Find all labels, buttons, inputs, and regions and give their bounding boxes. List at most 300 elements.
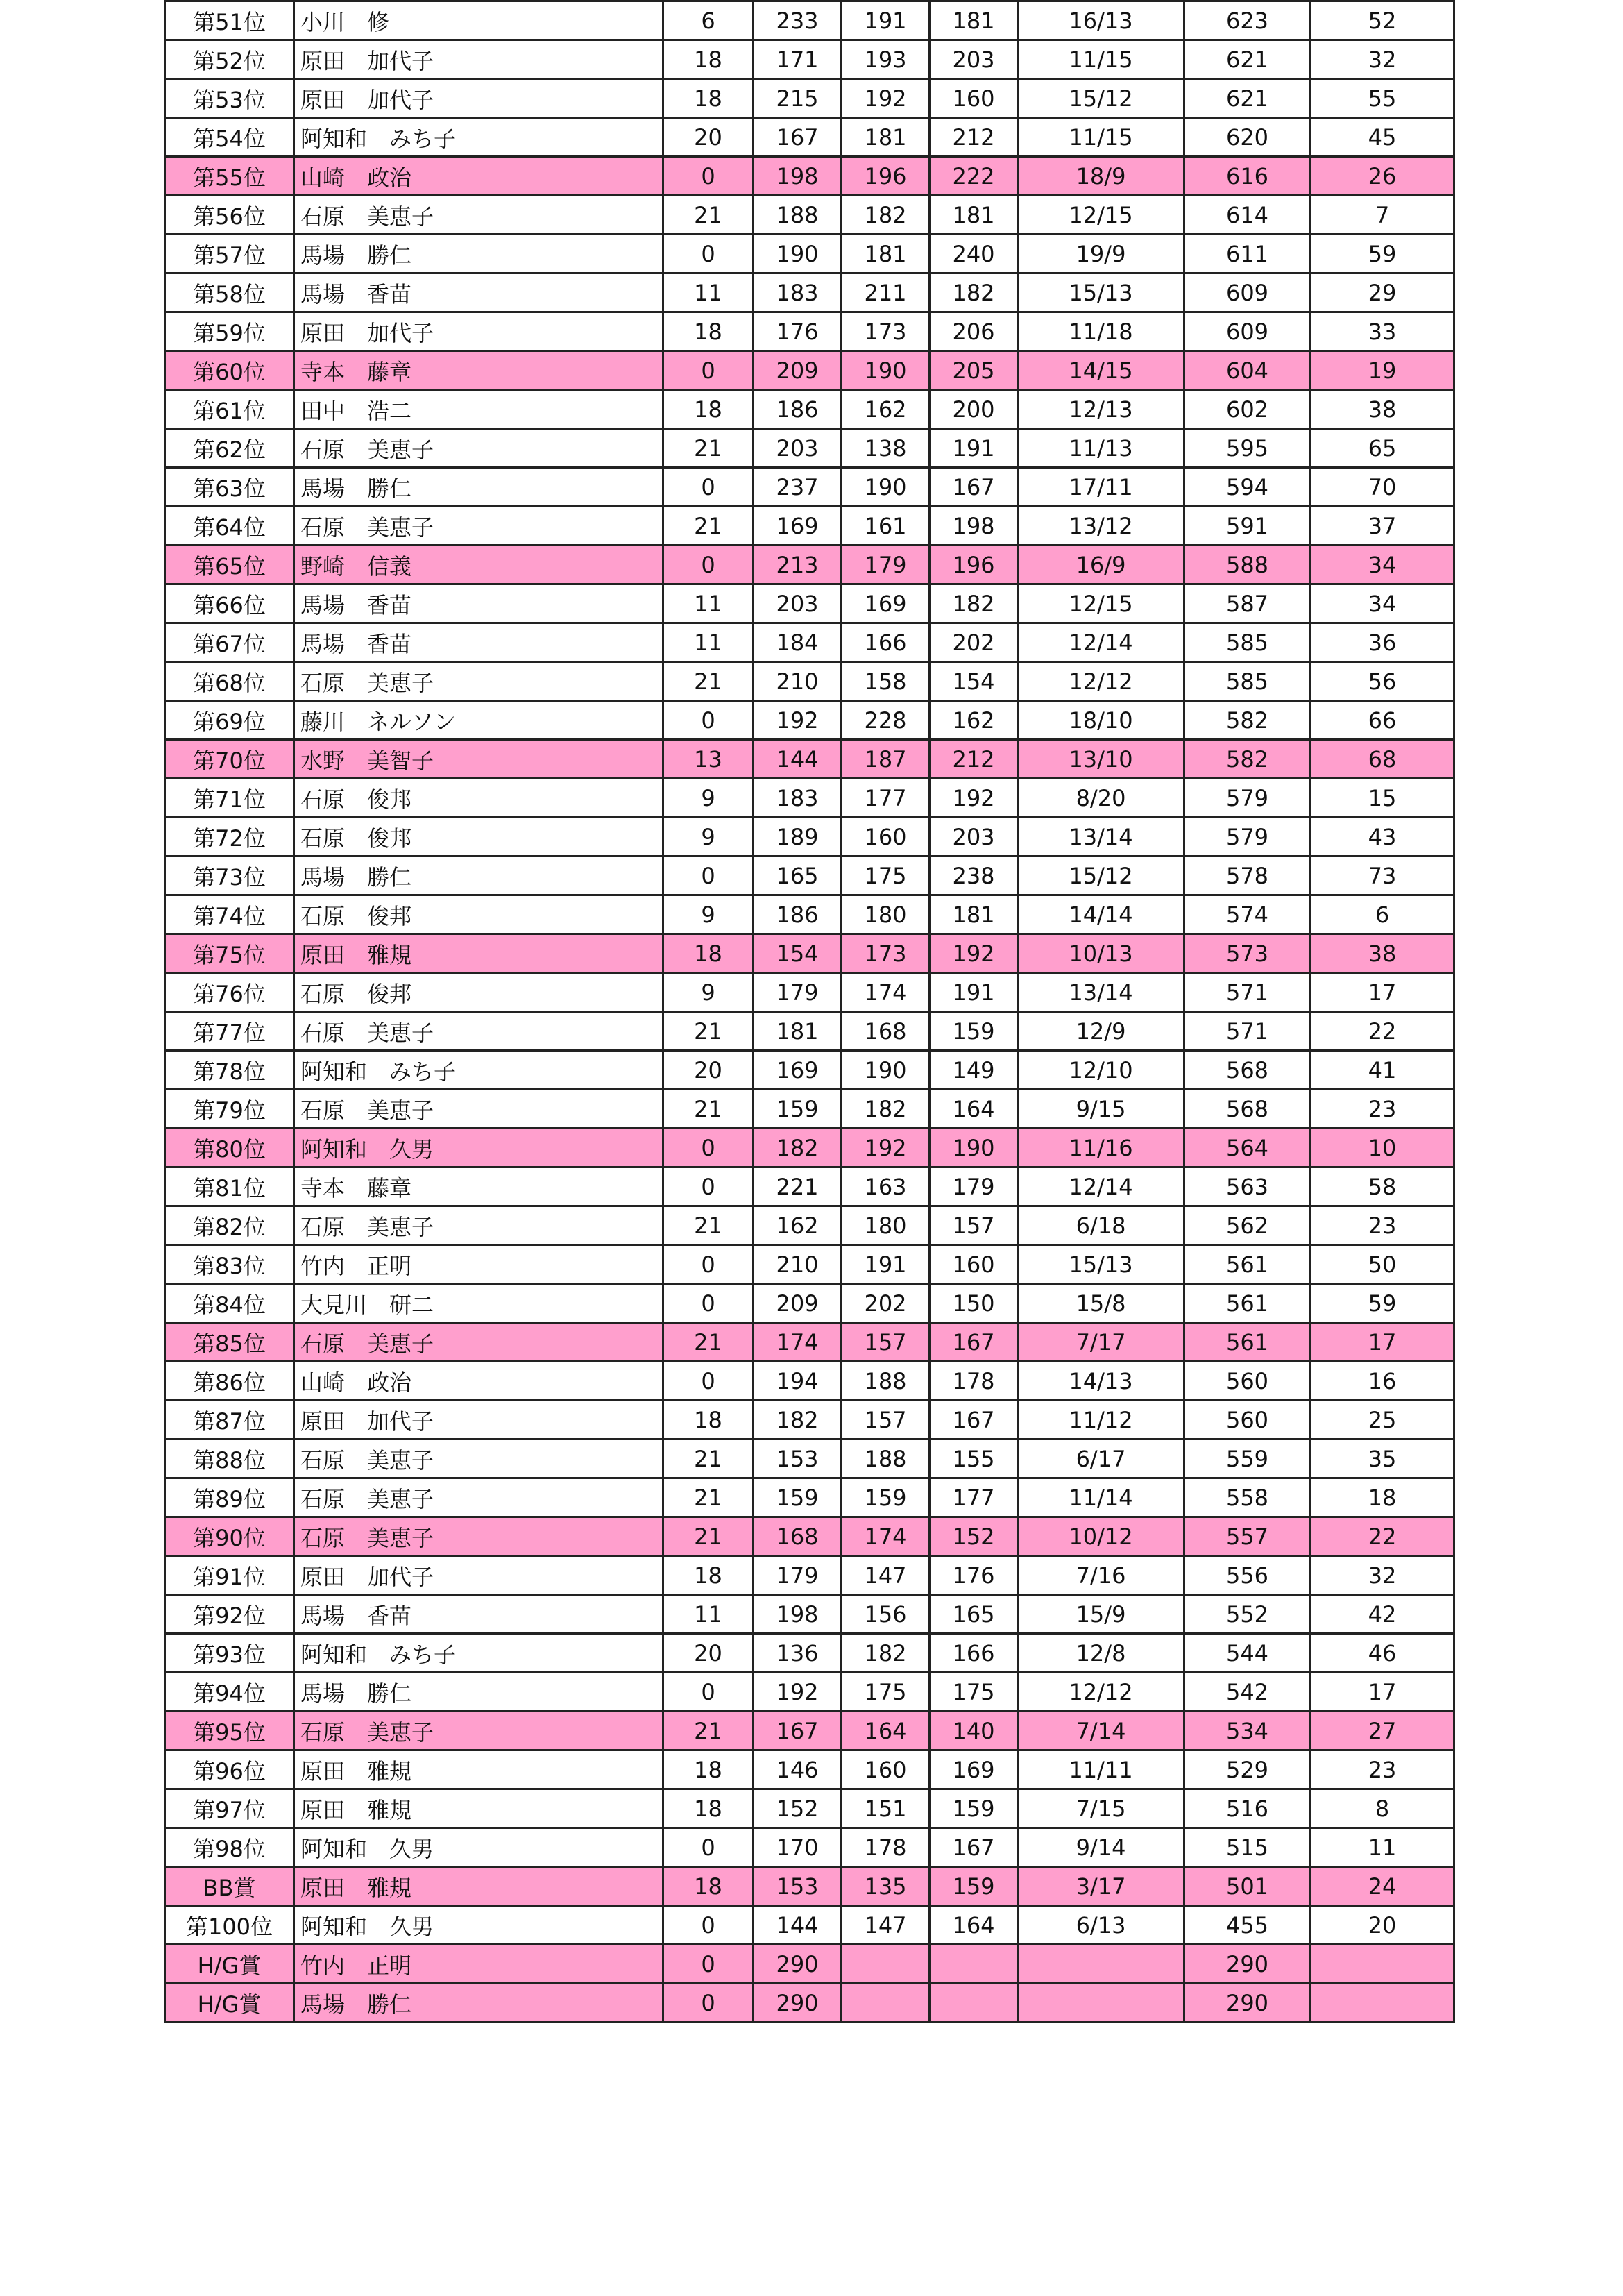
number-cell: 15 <box>1311 779 1454 818</box>
name-cell: 石原 美恵子 <box>294 1712 663 1750</box>
game1-cell: 210 <box>754 662 842 701</box>
table-row <box>165 1517 1454 1556</box>
table-row <box>165 429 1454 468</box>
rank-cell: 第76位 <box>165 973 294 1012</box>
strike-spare-cell: 9/15 <box>1018 1090 1184 1129</box>
strike-spare-cell: 9/14 <box>1018 1828 1184 1867</box>
number-cell: 32 <box>1311 1556 1454 1595</box>
game2-cell: 173 <box>842 312 930 351</box>
game1-cell: 167 <box>754 118 842 157</box>
table-row <box>165 1167 1454 1206</box>
strike-spare-cell: 12/14 <box>1018 1167 1184 1206</box>
name-cell: 石原 美恵子 <box>294 429 663 468</box>
name-cell: 原田 雅規 <box>294 934 663 973</box>
game2-cell: 151 <box>842 1789 930 1828</box>
strike-spare-cell: 15/12 <box>1018 856 1184 895</box>
total-score-cell: 529 <box>1184 1750 1311 1789</box>
ranking-table <box>164 0 1455 2023</box>
game1-cell: 171 <box>754 40 842 79</box>
rank-cell: 第77位 <box>165 1012 294 1051</box>
game2-cell: 196 <box>842 157 930 196</box>
game1-cell: 194 <box>754 1362 842 1401</box>
handicap-cell: 21 <box>663 1440 754 1478</box>
rank-cell: 第94位 <box>165 1673 294 1712</box>
strike-spare-cell <box>1018 1945 1184 1984</box>
number-cell: 59 <box>1311 1284 1454 1323</box>
game3-cell: 164 <box>930 1906 1018 1945</box>
total-score-cell: 568 <box>1184 1090 1311 1129</box>
strike-spare-cell: 6/18 <box>1018 1206 1184 1245</box>
number-cell: 43 <box>1311 818 1454 856</box>
game1-cell: 198 <box>754 157 842 196</box>
game3-cell: 177 <box>930 1478 1018 1517</box>
table-row <box>165 157 1454 196</box>
game1-cell: 290 <box>754 1984 842 2023</box>
game1-cell: 215 <box>754 79 842 118</box>
total-score-cell: 564 <box>1184 1129 1311 1167</box>
strike-spare-cell: 18/9 <box>1018 157 1184 196</box>
game3-cell: 191 <box>930 973 1018 1012</box>
game1-cell: 189 <box>754 818 842 856</box>
game3-cell: 165 <box>930 1595 1018 1634</box>
handicap-cell: 21 <box>663 1012 754 1051</box>
handicap-cell: 18 <box>663 1750 754 1789</box>
game1-cell: 136 <box>754 1634 842 1673</box>
name-cell: 原田 雅規 <box>294 1789 663 1828</box>
game1-cell: 192 <box>754 701 842 740</box>
table-row <box>165 1323 1454 1362</box>
game3-cell: 240 <box>930 235 1018 273</box>
number-cell: 6 <box>1311 895 1454 934</box>
table-row <box>165 79 1454 118</box>
table-row <box>165 934 1454 973</box>
name-cell: 石原 俊邦 <box>294 895 663 934</box>
table-row <box>165 546 1454 584</box>
strike-spare-cell: 10/13 <box>1018 934 1184 973</box>
rank-cell: 第96位 <box>165 1750 294 1789</box>
name-cell: 石原 俊邦 <box>294 973 663 1012</box>
strike-spare-cell: 11/16 <box>1018 1129 1184 1167</box>
total-score-cell: 621 <box>1184 40 1311 79</box>
handicap-cell: 0 <box>663 1673 754 1712</box>
rank-cell: 第80位 <box>165 1129 294 1167</box>
strike-spare-cell: 11/15 <box>1018 40 1184 79</box>
table-row <box>165 623 1454 662</box>
name-cell: 山崎 政治 <box>294 157 663 196</box>
number-cell: 68 <box>1311 740 1454 779</box>
name-cell: 阿知和 久男 <box>294 1828 663 1867</box>
rank-cell: 第88位 <box>165 1440 294 1478</box>
total-score-cell: 290 <box>1184 1984 1311 2023</box>
game3-cell: 166 <box>930 1634 1018 1673</box>
game3-cell: 181 <box>930 895 1018 934</box>
table-row <box>165 1090 1454 1129</box>
game2-cell: 163 <box>842 1167 930 1206</box>
rank-cell: 第51位 <box>165 1 294 40</box>
strike-spare-cell: 15/9 <box>1018 1595 1184 1634</box>
game2-cell: 160 <box>842 818 930 856</box>
game3-cell: 192 <box>930 779 1018 818</box>
game1-cell: 146 <box>754 1750 842 1789</box>
rank-cell: 第65位 <box>165 546 294 584</box>
game1-cell: 169 <box>754 507 842 546</box>
rank-cell: 第73位 <box>165 856 294 895</box>
game2-cell: 188 <box>842 1440 930 1478</box>
name-cell: 馬場 香苗 <box>294 584 663 623</box>
name-cell: 原田 加代子 <box>294 40 663 79</box>
game2-cell: 169 <box>842 584 930 623</box>
table-row <box>165 856 1454 895</box>
rank-cell: 第63位 <box>165 468 294 507</box>
strike-spare-cell: 3/17 <box>1018 1867 1184 1906</box>
handicap-cell: 21 <box>663 1517 754 1556</box>
rank-cell: 第55位 <box>165 157 294 196</box>
table-row <box>165 1789 1454 1828</box>
game3-cell: 203 <box>930 40 1018 79</box>
game1-cell: 290 <box>754 1945 842 1984</box>
total-score-cell: 604 <box>1184 351 1311 390</box>
game3-cell: 149 <box>930 1051 1018 1090</box>
game3-cell: 182 <box>930 584 1018 623</box>
table-row <box>165 701 1454 740</box>
table-row <box>165 973 1454 1012</box>
total-score-cell: 561 <box>1184 1323 1311 1362</box>
strike-spare-cell: 15/8 <box>1018 1284 1184 1323</box>
game2-cell: 182 <box>842 1090 930 1129</box>
game3-cell: 191 <box>930 429 1018 468</box>
table-row <box>165 312 1454 351</box>
total-score-cell: 587 <box>1184 584 1311 623</box>
number-cell: 56 <box>1311 662 1454 701</box>
game2-cell: 228 <box>842 701 930 740</box>
total-score-cell: 534 <box>1184 1712 1311 1750</box>
number-cell: 32 <box>1311 40 1454 79</box>
number-cell: 35 <box>1311 1440 1454 1478</box>
total-score-cell: 455 <box>1184 1906 1311 1945</box>
game2-cell: 179 <box>842 546 930 584</box>
game3-cell: 167 <box>930 1401 1018 1440</box>
game2-cell: 192 <box>842 79 930 118</box>
strike-spare-cell: 18/10 <box>1018 701 1184 740</box>
rank-cell: 第56位 <box>165 196 294 235</box>
strike-spare-cell: 12/10 <box>1018 1051 1184 1090</box>
game1-cell: 179 <box>754 973 842 1012</box>
strike-spare-cell: 15/13 <box>1018 273 1184 312</box>
total-score-cell: 544 <box>1184 1634 1311 1673</box>
name-cell: 石原 美恵子 <box>294 1206 663 1245</box>
number-cell: 23 <box>1311 1206 1454 1245</box>
game1-cell: 181 <box>754 1012 842 1051</box>
strike-spare-cell <box>1018 1984 1184 2023</box>
handicap-cell: 0 <box>663 235 754 273</box>
handicap-cell: 0 <box>663 157 754 196</box>
strike-spare-cell: 6/17 <box>1018 1440 1184 1478</box>
handicap-cell: 18 <box>663 312 754 351</box>
game3-cell: 205 <box>930 351 1018 390</box>
total-score-cell: 573 <box>1184 934 1311 973</box>
rank-cell: 第70位 <box>165 740 294 779</box>
handicap-cell: 11 <box>663 1595 754 1634</box>
game1-cell: 203 <box>754 429 842 468</box>
number-cell: 22 <box>1311 1012 1454 1051</box>
table-row <box>165 1556 1454 1595</box>
handicap-cell: 0 <box>663 351 754 390</box>
total-score-cell: 559 <box>1184 1440 1311 1478</box>
game1-cell: 203 <box>754 584 842 623</box>
rank-cell: 第100位 <box>165 1906 294 1945</box>
table-row <box>165 118 1454 157</box>
strike-spare-cell: 15/12 <box>1018 79 1184 118</box>
total-score-cell: 557 <box>1184 1517 1311 1556</box>
strike-spare-cell: 14/15 <box>1018 351 1184 390</box>
game1-cell: 186 <box>754 895 842 934</box>
strike-spare-cell: 16/13 <box>1018 1 1184 40</box>
strike-spare-cell: 15/13 <box>1018 1245 1184 1284</box>
game3-cell: 160 <box>930 1245 1018 1284</box>
total-score-cell: 602 <box>1184 390 1311 429</box>
game3-cell: 167 <box>930 468 1018 507</box>
strike-spare-cell: 8/20 <box>1018 779 1184 818</box>
game2-cell: 168 <box>842 1012 930 1051</box>
total-score-cell: 611 <box>1184 235 1311 273</box>
total-score-cell: 620 <box>1184 118 1311 157</box>
game2-cell <box>842 1984 930 2023</box>
game2-cell: 159 <box>842 1478 930 1517</box>
number-cell: 25 <box>1311 1401 1454 1440</box>
name-cell: 阿知和 みち子 <box>294 118 663 157</box>
game2-cell <box>842 1945 930 1984</box>
game2-cell: 182 <box>842 196 930 235</box>
rank-cell: 第90位 <box>165 1517 294 1556</box>
game1-cell: 237 <box>754 468 842 507</box>
total-score-cell: 609 <box>1184 312 1311 351</box>
table-row <box>165 1750 1454 1789</box>
total-score-cell: 515 <box>1184 1828 1311 1867</box>
name-cell: 石原 美恵子 <box>294 196 663 235</box>
table-row <box>165 1051 1454 1090</box>
handicap-cell: 0 <box>663 1906 754 1945</box>
number-cell: 73 <box>1311 856 1454 895</box>
strike-spare-cell: 11/15 <box>1018 118 1184 157</box>
handicap-cell: 18 <box>663 934 754 973</box>
strike-spare-cell: 17/11 <box>1018 468 1184 507</box>
name-cell: 阿知和 みち子 <box>294 1634 663 1673</box>
game2-cell: 147 <box>842 1906 930 1945</box>
strike-spare-cell: 13/14 <box>1018 973 1184 1012</box>
table-row <box>165 1984 1454 2023</box>
table-row <box>165 390 1454 429</box>
handicap-cell: 0 <box>663 1945 754 1984</box>
rank-cell: 第86位 <box>165 1362 294 1401</box>
handicap-cell: 9 <box>663 895 754 934</box>
name-cell: 馬場 勝仁 <box>294 856 663 895</box>
ranking-table-body <box>165 1 1454 2023</box>
handicap-cell: 0 <box>663 1284 754 1323</box>
number-cell: 22 <box>1311 1517 1454 1556</box>
name-cell: 田中 浩二 <box>294 390 663 429</box>
game1-cell: 182 <box>754 1401 842 1440</box>
number-cell: 11 <box>1311 1828 1454 1867</box>
strike-spare-cell: 11/11 <box>1018 1750 1184 1789</box>
strike-spare-cell: 12/12 <box>1018 662 1184 701</box>
number-cell: 27 <box>1311 1712 1454 1750</box>
total-score-cell: 561 <box>1184 1284 1311 1323</box>
rank-cell: 第79位 <box>165 1090 294 1129</box>
number-cell: 66 <box>1311 701 1454 740</box>
handicap-cell: 13 <box>663 740 754 779</box>
number-cell <box>1311 1945 1454 1984</box>
game3-cell: 179 <box>930 1167 1018 1206</box>
number-cell: 38 <box>1311 934 1454 973</box>
strike-spare-cell: 11/14 <box>1018 1478 1184 1517</box>
game1-cell: 179 <box>754 1556 842 1595</box>
table-row <box>165 1478 1454 1517</box>
handicap-cell: 0 <box>663 468 754 507</box>
table-row <box>165 1673 1454 1712</box>
rank-cell: 第85位 <box>165 1323 294 1362</box>
game3-cell: 238 <box>930 856 1018 895</box>
number-cell: 41 <box>1311 1051 1454 1090</box>
number-cell: 8 <box>1311 1789 1454 1828</box>
game3-cell: 192 <box>930 934 1018 973</box>
game3-cell: 162 <box>930 701 1018 740</box>
name-cell: 馬場 勝仁 <box>294 1673 663 1712</box>
table-row <box>165 1945 1454 1984</box>
rank-cell: 第97位 <box>165 1789 294 1828</box>
game3-cell: 152 <box>930 1517 1018 1556</box>
game2-cell: 211 <box>842 273 930 312</box>
handicap-cell: 21 <box>663 1206 754 1245</box>
strike-spare-cell: 12/8 <box>1018 1634 1184 1673</box>
total-score-cell: 623 <box>1184 1 1311 40</box>
game1-cell: 213 <box>754 546 842 584</box>
game1-cell: 153 <box>754 1867 842 1906</box>
rank-cell: 第92位 <box>165 1595 294 1634</box>
rank-cell: 第61位 <box>165 390 294 429</box>
table-row <box>165 273 1454 312</box>
rank-cell: 第78位 <box>165 1051 294 1090</box>
rank-cell: 第75位 <box>165 934 294 973</box>
game3-cell: 198 <box>930 507 1018 546</box>
handicap-cell: 0 <box>663 546 754 584</box>
handicap-cell: 20 <box>663 1634 754 1673</box>
name-cell: 馬場 勝仁 <box>294 1984 663 2023</box>
strike-spare-cell: 7/16 <box>1018 1556 1184 1595</box>
handicap-cell: 18 <box>663 390 754 429</box>
table-row <box>165 1440 1454 1478</box>
rank-cell: 第74位 <box>165 895 294 934</box>
name-cell: 石原 美恵子 <box>294 1090 663 1129</box>
game3-cell: 196 <box>930 546 1018 584</box>
name-cell: 大見川 研二 <box>294 1284 663 1323</box>
game2-cell: 191 <box>842 1245 930 1284</box>
game1-cell: 190 <box>754 235 842 273</box>
number-cell: 34 <box>1311 584 1454 623</box>
game1-cell: 144 <box>754 1906 842 1945</box>
total-score-cell: 501 <box>1184 1867 1311 1906</box>
name-cell: 藤川 ネルソン <box>294 701 663 740</box>
handicap-cell: 21 <box>663 507 754 546</box>
number-cell: 33 <box>1311 312 1454 351</box>
total-score-cell: 568 <box>1184 1051 1311 1090</box>
table-row <box>165 1401 1454 1440</box>
rank-cell: 第93位 <box>165 1634 294 1673</box>
handicap-cell: 18 <box>663 79 754 118</box>
rank-cell: 第83位 <box>165 1245 294 1284</box>
number-cell: 18 <box>1311 1478 1454 1517</box>
rank-cell: 第68位 <box>165 662 294 701</box>
handicap-cell: 0 <box>663 1362 754 1401</box>
game3-cell: 200 <box>930 390 1018 429</box>
strike-spare-cell: 10/12 <box>1018 1517 1184 1556</box>
number-cell: 17 <box>1311 973 1454 1012</box>
game2-cell: 180 <box>842 1206 930 1245</box>
name-cell: 馬場 香苗 <box>294 1595 663 1634</box>
game2-cell: 174 <box>842 1517 930 1556</box>
game2-cell: 181 <box>842 235 930 273</box>
game1-cell: 167 <box>754 1712 842 1750</box>
game1-cell: 186 <box>754 390 842 429</box>
handicap-cell: 0 <box>663 1984 754 2023</box>
game1-cell: 168 <box>754 1517 842 1556</box>
game1-cell: 221 <box>754 1167 842 1206</box>
name-cell: 水野 美智子 <box>294 740 663 779</box>
game2-cell: 147 <box>842 1556 930 1595</box>
table-row <box>165 1206 1454 1245</box>
total-score-cell: 290 <box>1184 1945 1311 1984</box>
game1-cell: 174 <box>754 1323 842 1362</box>
total-score-cell: 591 <box>1184 507 1311 546</box>
name-cell: 寺本 藤章 <box>294 1167 663 1206</box>
table-row <box>165 196 1454 235</box>
game2-cell: 190 <box>842 351 930 390</box>
game3-cell: 176 <box>930 1556 1018 1595</box>
strike-spare-cell: 7/14 <box>1018 1712 1184 1750</box>
strike-spare-cell: 14/14 <box>1018 895 1184 934</box>
rank-cell: 第98位 <box>165 1828 294 1867</box>
rank-cell: 第71位 <box>165 779 294 818</box>
strike-spare-cell: 6/13 <box>1018 1906 1184 1945</box>
game3-cell: 157 <box>930 1206 1018 1245</box>
rank-cell: 第81位 <box>165 1167 294 1206</box>
rank-cell: 第66位 <box>165 584 294 623</box>
game3-cell: 181 <box>930 1 1018 40</box>
game3-cell: 167 <box>930 1828 1018 1867</box>
total-score-cell: 609 <box>1184 273 1311 312</box>
rank-cell: 第87位 <box>165 1401 294 1440</box>
game3-cell: 159 <box>930 1012 1018 1051</box>
name-cell: 山崎 政治 <box>294 1362 663 1401</box>
name-cell: 野崎 信義 <box>294 546 663 584</box>
rank-cell: 第53位 <box>165 79 294 118</box>
total-score-cell: 560 <box>1184 1362 1311 1401</box>
strike-spare-cell: 12/14 <box>1018 623 1184 662</box>
total-score-cell: 578 <box>1184 856 1311 895</box>
strike-spare-cell: 7/15 <box>1018 1789 1184 1828</box>
total-score-cell: 516 <box>1184 1789 1311 1828</box>
number-cell: 70 <box>1311 468 1454 507</box>
name-cell: 小川 修 <box>294 1 663 40</box>
game1-cell: 183 <box>754 273 842 312</box>
strike-spare-cell: 7/17 <box>1018 1323 1184 1362</box>
game3-cell: 212 <box>930 740 1018 779</box>
handicap-cell: 21 <box>663 1090 754 1129</box>
name-cell: 石原 美恵子 <box>294 662 663 701</box>
game1-cell: 144 <box>754 740 842 779</box>
table-row <box>165 351 1454 390</box>
number-cell: 37 <box>1311 507 1454 546</box>
rank-cell: 第64位 <box>165 507 294 546</box>
